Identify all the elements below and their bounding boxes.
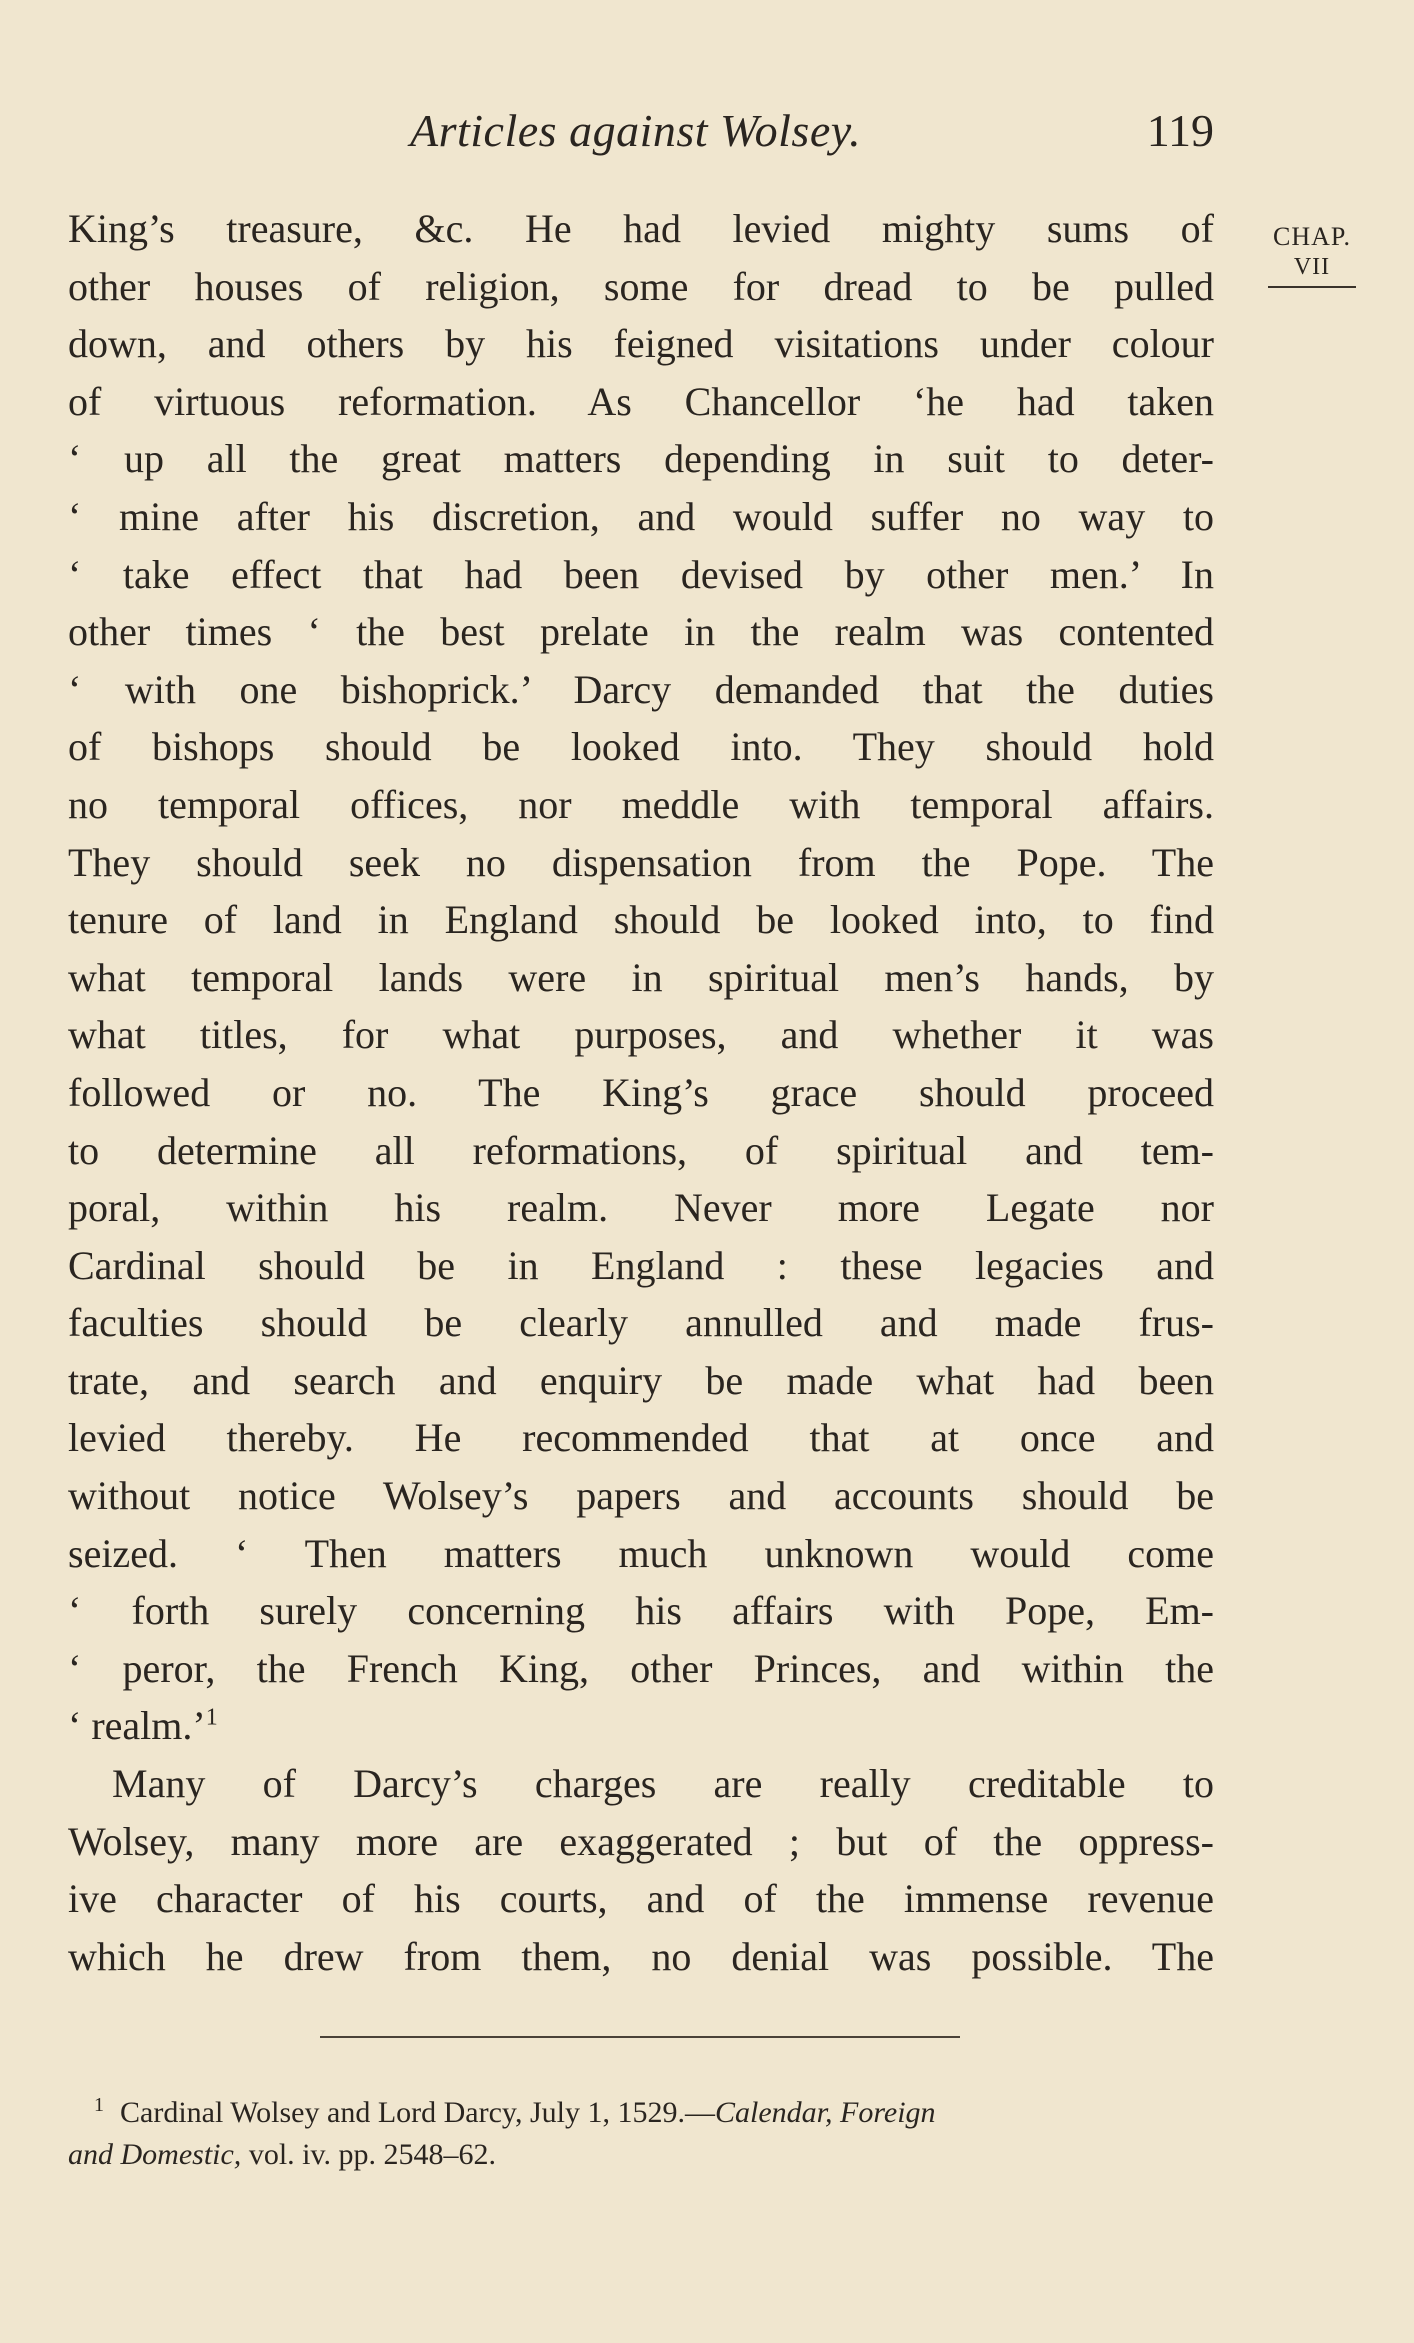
- text-line: ‘ mine after his discretion, and would suffer no way to: [68, 493, 1214, 539]
- text-line: [68, 1697, 1214, 1755]
- chapter-rule: [1268, 286, 1356, 288]
- text-line: Cardinal should be in England : these legacies and: [68, 1242, 1214, 1288]
- footnote: [68, 2084, 1218, 2176]
- text-line: no temporal offices, nor meddle with temporal affairs.: [68, 781, 1214, 827]
- text-line: ‘ forth surely concerning his affairs with Pope, Em-: [68, 1588, 1214, 1634]
- chapter-label: CHAP.: [1273, 222, 1351, 251]
- text-line: down, and others by his feigned visitations under colour: [68, 321, 1214, 367]
- page-number: 119: [1146, 105, 1214, 156]
- text-line: other times ‘ the best prelate in the realm was contented: [68, 609, 1214, 655]
- body-text: [68, 200, 1214, 1985]
- footnote-line: [68, 2084, 1218, 2134]
- text-line: ‘ up all the great matters depending in suit to deter-: [68, 436, 1214, 482]
- text-line: They should seek no dispensation from the Pope. The: [68, 839, 1214, 885]
- chapter-margin-note: [1262, 222, 1362, 288]
- text-line: ive character of his courts, and of the immense revenue: [68, 1876, 1214, 1922]
- text-line: trate, and search and enquiry be made what had been: [68, 1357, 1214, 1403]
- text-line: ‘ with one bishoprick.’ Darcy demanded that the duties: [68, 666, 1214, 712]
- text-line: ‘ take effect that had been devised by other men.’ In: [68, 551, 1214, 597]
- text-line: seized. ‘ Then matters much unknown would come: [68, 1530, 1214, 1576]
- text-line: to determine all reformations, of spiritual and tem-: [68, 1127, 1214, 1173]
- footnote-marker: 1: [94, 2094, 104, 2116]
- text-line-content: ‘ realm.’: [68, 1703, 206, 1749]
- text-line: King’s treasure, &c. He had levied mighty sums of: [68, 206, 1214, 251]
- chapter-number: VII: [1293, 254, 1331, 280]
- text-line: faculties should be clearly annulled and made frus-: [68, 1300, 1214, 1346]
- text-line: poral, within his realm. Never more Legate nor: [68, 1185, 1214, 1231]
- text-line: Wolsey, many more are exaggerated ; but of the oppress-: [68, 1818, 1214, 1864]
- text-line: what temporal lands were in spiritual men’s hands, by: [68, 954, 1214, 1000]
- running-title: Articles against Wolsey.: [410, 105, 862, 156]
- footnote-citation: Calendar, Foreign: [714, 2096, 936, 2129]
- text-line: which he drew from them, no denial was possible. The: [68, 1933, 1214, 1979]
- text-line: what titles, for what purposes, and whether it was: [68, 1012, 1214, 1058]
- footnote-citation: and Domestic,: [68, 2138, 242, 2171]
- text-line: other houses of religion, some for dread to be pulled: [68, 263, 1214, 309]
- footnote-divider: [320, 2036, 960, 2038]
- text-line: followed or no. The King’s grace should proceed: [68, 1069, 1214, 1115]
- text-line: without notice Wolsey’s papers and accounts should be: [68, 1473, 1214, 1519]
- footnote-line: [68, 2134, 1218, 2176]
- footnote-text: Cardinal Wolsey and Lord Darcy, July 1, 1529.—: [120, 2096, 715, 2129]
- text-line: tenure of land in England should be looked into, to find: [68, 897, 1214, 943]
- footnote-text: vol. iv. pp. 2548–62.: [241, 2138, 497, 2171]
- text-line: Many of Darcy’s charges are really creditable to: [112, 1761, 1214, 1807]
- text-line: ‘ peror, the French King, other Princes, and within the: [68, 1645, 1214, 1691]
- text-line: of virtuous reformation. As Chancellor ‘he had taken: [68, 378, 1214, 424]
- footnote-reference: 1: [205, 1705, 218, 1732]
- text-line: levied thereby. He recommended that at once and: [68, 1415, 1214, 1461]
- text-line: of bishops should be looked into. They should hold: [68, 724, 1214, 770]
- page-header: [68, 104, 1218, 164]
